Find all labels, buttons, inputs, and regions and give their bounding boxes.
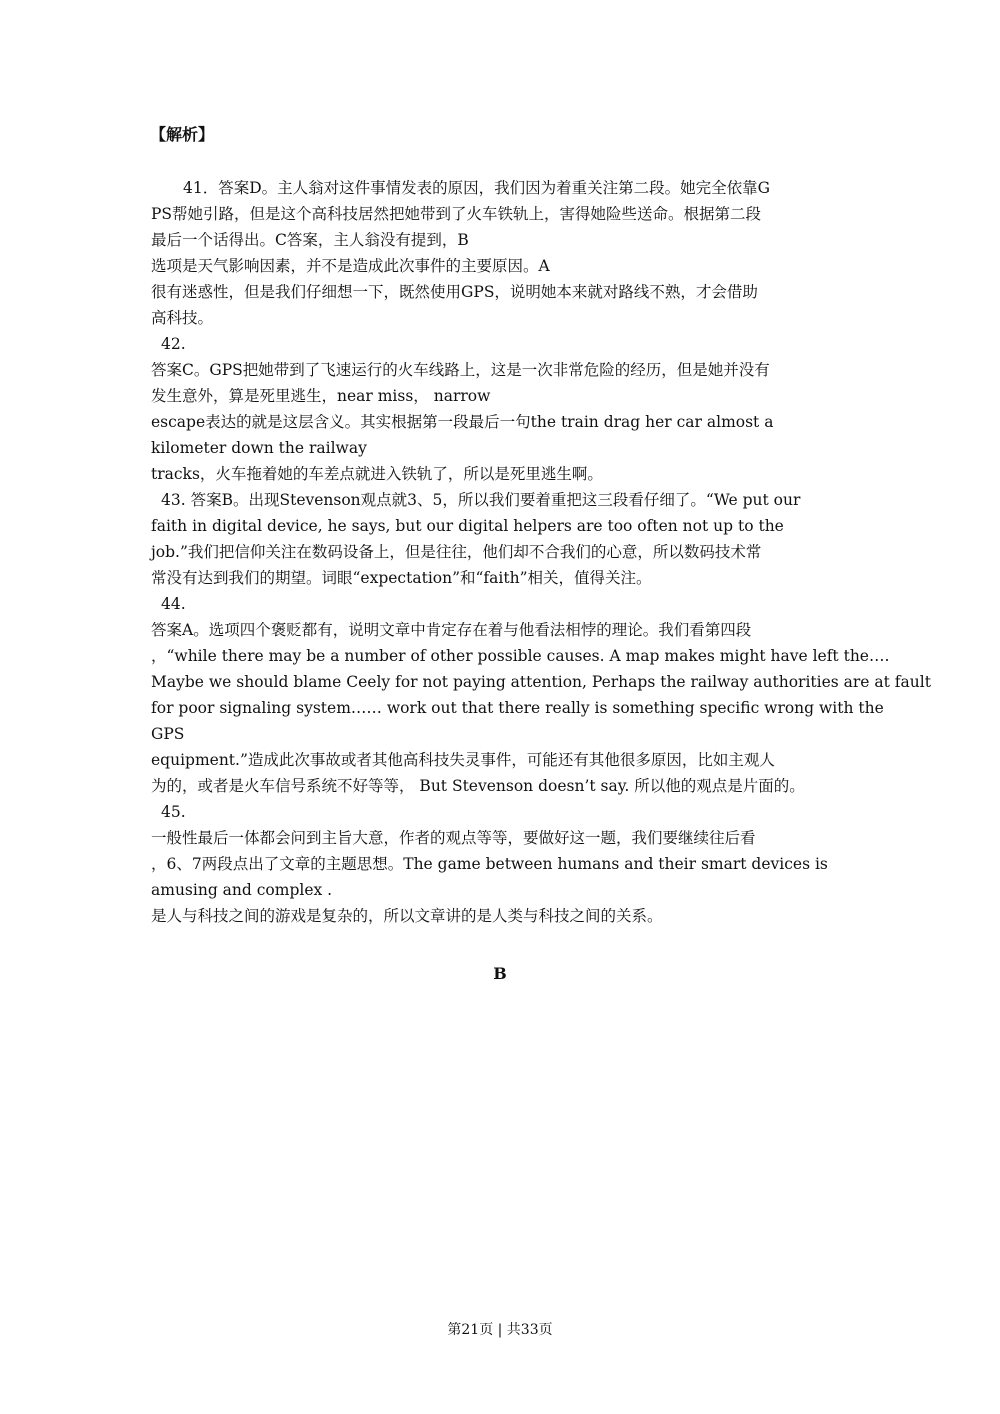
- text-line: amusing and complex .: [151, 881, 333, 899]
- text-line: job.”我们把信仰关注在数码设备上，但是往往，他们却不合我们的心意，所以数码技术常: [151, 543, 762, 561]
- text-line: 高科技。: [151, 309, 214, 327]
- text-line: 发生意外，算是死里逃生，near miss， narrow: [151, 387, 491, 405]
- text-line: 是人与科技之间的游戏是复杂的，所以文章讲的是人类与科技之间的关系。: [151, 907, 663, 925]
- text-line: for poor signaling system…… work out that there really is something specific wrong with the: [151, 699, 884, 717]
- text-line: Maybe we should blame Ceely for not paying attention, Perhaps the railway authorities are at fault: [151, 673, 931, 691]
- text-line: equipment.”造成此次事故或者其他高科技失灵事件，可能还有其他很多原因，比如主观人: [151, 751, 775, 769]
- text-line: 41．答案D。主人翁对这件事情发表的原因，我们因为着重关注第二段。她完全依靠G: [183, 179, 771, 197]
- text-line: 答案A。选项四个褒贬都有，说明文章中肯定存在着与他看法相悖的理论。我们看第四段: [151, 621, 752, 639]
- text-line: faith in digital device, he says, but our digital helpers are too often not up to the: [151, 517, 784, 535]
- text-line: tracks，火车拖着她的车差点就进入铁轨了，所以是死里逃生啊。: [151, 465, 603, 483]
- text-line: ，“while there may be a number of other possible causes. A map makes might have left the….: [151, 647, 890, 665]
- text-line: 最后一个话得出。C答案，主人翁没有提到，B: [151, 231, 469, 249]
- text-line: 选项是天气影响因素，并不是造成此次事件的主要原因。A: [151, 257, 550, 275]
- text-line: PS帮她引路，但是这个高科技居然把她带到了火车铁轨上，害得她险些送命。根据第二段: [151, 205, 762, 223]
- text-line: 为的，或者是火车信号系统不好等等， But Stevenson doesn’t say. 所以他的观点是片面的。: [151, 777, 805, 795]
- text-line: GPS: [151, 725, 185, 743]
- analysis-heading: 【解析】: [150, 125, 215, 144]
- text-line: kilometer down the railway: [151, 439, 367, 457]
- question-number: 44.: [161, 595, 186, 613]
- section-label: B: [493, 964, 507, 983]
- question-number: 42.: [161, 335, 186, 353]
- text-line: 很有迷惑性，但是我们仔细想一下，既然使用GPS，说明她本来就对路线不熟，才会借助: [151, 283, 758, 301]
- text-line: 一般性最后一体都会问到主旨大意，作者的观点等等，要做好这一题，我们要继续往后看: [151, 829, 756, 847]
- text-line: 常没有达到我们的期望。词眼“expectation”和“faith”相关，值得关注。: [151, 569, 652, 587]
- text-line: escape表达的就是这层含义。其实根据第一段最后一句the train drag her car almost a: [151, 413, 774, 431]
- analysis-body: [151, 175, 931, 929]
- text-line: ，6、7两段点出了文章的主题思想。The game between humans and their smart devices is: [151, 855, 828, 873]
- page-number-footer: 第21页 | 共33页: [447, 1322, 553, 1338]
- text-line: 43. 答案B。出现Stevenson观点就3、5，所以我们要着重把这三段看仔细了。“We put our: [161, 491, 801, 509]
- question-number: 45.: [161, 803, 186, 821]
- text-line: 答案C。GPS把她带到了飞速运行的火车线路上，这是一次非常危险的经历，但是她并没有: [151, 361, 770, 379]
